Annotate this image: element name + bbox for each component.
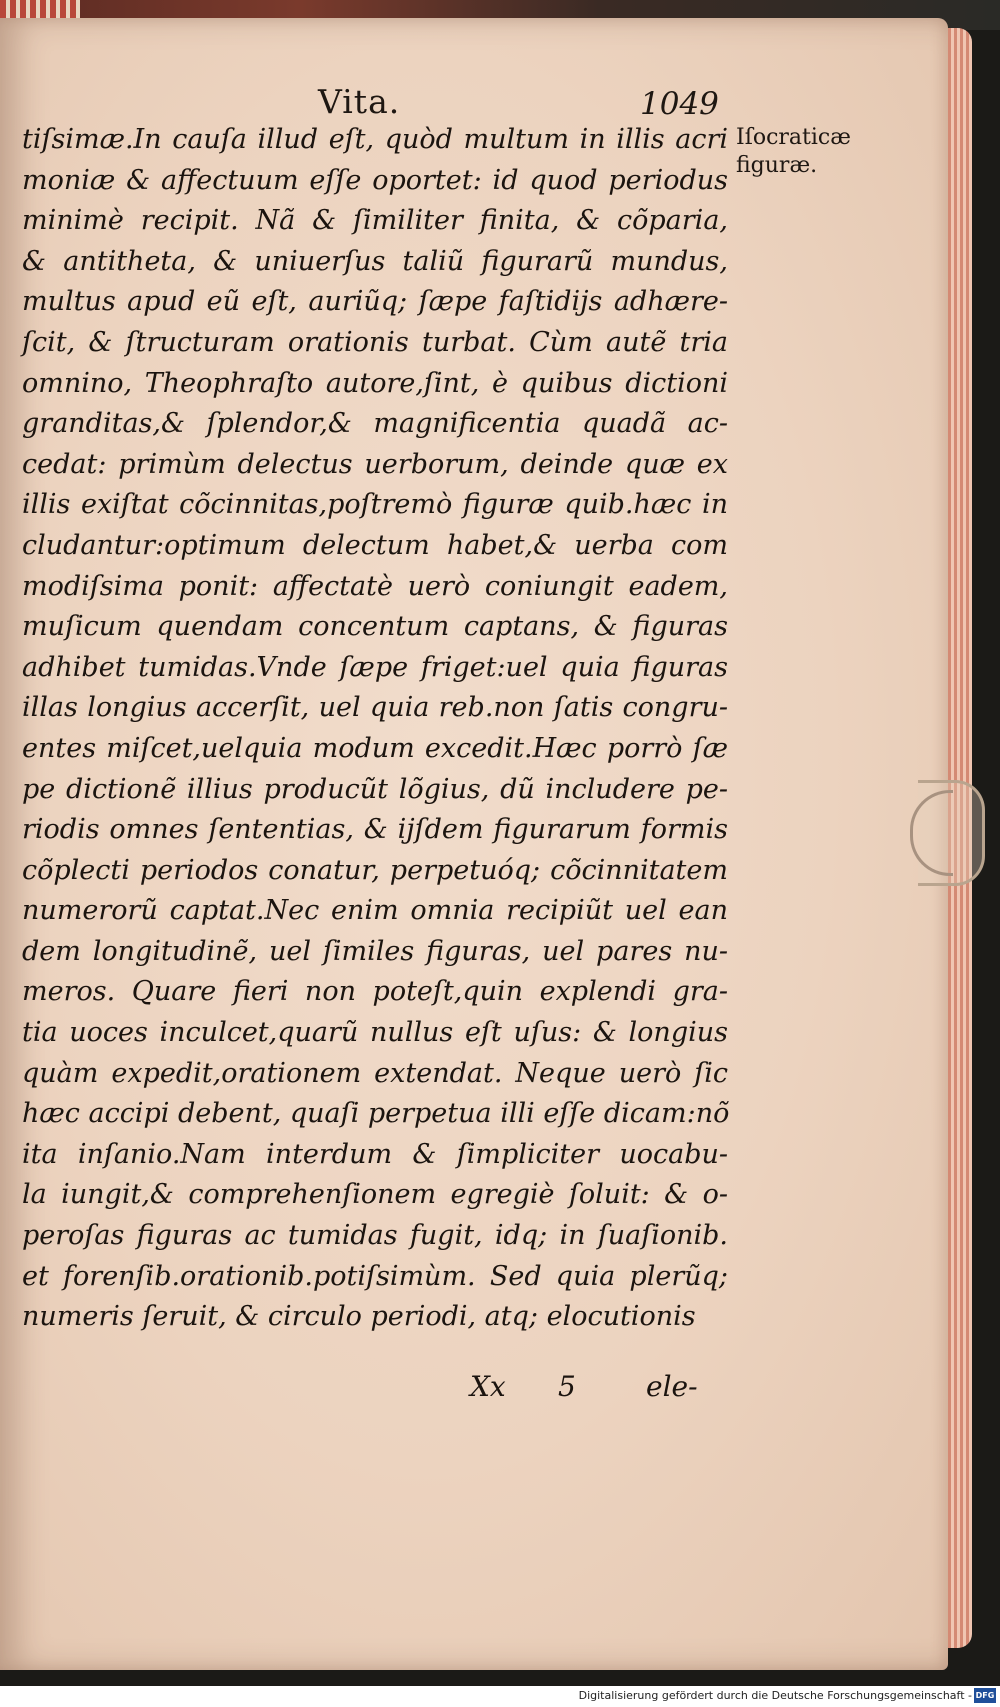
body-text (22, 120, 728, 1338)
text-line: ita inſanio.Nam interdum & ſimpliciter uocabu- (22, 1138, 728, 1170)
text-line: ſcit, & ſtructuram orationis turbat. Cùm autẽ tria (22, 326, 728, 358)
running-head: Vita. (318, 82, 401, 121)
text-line: peroſas figuras ac tumidas fugit, idq; in ſuaſionib. (22, 1220, 728, 1252)
text-line: minimè recipit. Nã & ſimiliter finita, & cõparia, (22, 205, 728, 237)
marginal-note (736, 124, 851, 180)
text-line: meros. Quare fieri non poteſt,quin explendi gra- (22, 976, 728, 1008)
text-line: dem longitudinẽ, uel ſimiles figuras, uel pares nu- (22, 935, 728, 967)
text-line: pe dictionẽ illius producũt lõgius, dũ includere pe- (22, 773, 728, 805)
signature-mark: Xx (470, 1370, 506, 1403)
text-line: cludantur:optimum delectum habet,& uerba com (22, 529, 728, 561)
sheet-number: 5 (558, 1370, 576, 1403)
catchword: ele- (646, 1370, 698, 1403)
text-line: entes miſcet,uelquia modum excedit.Hæc porrò ſæ (22, 732, 728, 764)
text-line: illas longius accerſit, uel quia reb.non ſatis congru- (22, 692, 728, 724)
page-number: 1049 (640, 86, 719, 122)
funding-credit: Digitalisierung gefördert durch die Deutsche Forschungsgemeinschaft - (578, 1689, 972, 1702)
text-line: numerorũ captat.Nec enim omnia recipiũt uel ean (22, 895, 728, 927)
text-line: moniæ & affectuum eſſe oportet: id quod periodus (22, 164, 728, 196)
text-line: cedat: primùm delectus uerborum, deinde quæ ex (22, 448, 728, 480)
text-line: la iungit,& comprehenſionem egregiè ſoluit: & o- (22, 1179, 728, 1211)
marginal-note-line: Iſocraticæ (736, 125, 851, 150)
text-line: tiſsimæ.In cauſa illud eſt, quòd multum in illis acri (22, 124, 728, 155)
text-line: & antitheta, & uniuerſus taliũ figurarũ mundus, (22, 245, 728, 277)
text-line: tia uoces inculcet,quarũ nullus eſt uſus: & longius (22, 1017, 728, 1049)
text-line: multus apud eũ eſt, auriũq; ſæpe faſtidijs adhære- (22, 286, 728, 318)
text-line: numeris ſeruit, & circulo periodi, atq; elocutionis (22, 1301, 696, 1333)
marginal-note-line: figuræ. (736, 153, 818, 178)
text-line: modiſsima ponit: affectatè uerò coniungit eadem, (22, 570, 728, 602)
text-line: omnino, Theophraſto autore,ſint, è quibus dictioni (22, 367, 728, 399)
text-line: granditas,& ſplendor,& magnificentia quadã ac- (22, 408, 728, 440)
text-line: adhibet tumidas.Vnde ſæpe friget:uel quia figuras (22, 651, 728, 683)
text-line: hæc accipi debent, quaſi perpetua illi eſſe dicam:nõ (22, 1098, 730, 1130)
text-line: cõplecti periodos conatur, perpetuóq; cõcinnitatem (22, 854, 728, 886)
text-line: illis exiſtat cõcinnitas,poſtremò figuræ quib.hæc in (22, 489, 728, 521)
text-line: quàm expedit,orationem extendat. Neque uerò ſic (22, 1057, 728, 1089)
text-line: riodis omnes ſententias, & ijſdem figurarum formis (22, 814, 728, 846)
text-line: et forenſib.orationib.potiſsimùm. Sed quia plerũq; (22, 1260, 728, 1292)
text-line: muſicum quendam concentum captans, & figuras (22, 611, 728, 643)
dfg-logo-icon: DFG (974, 1688, 996, 1703)
